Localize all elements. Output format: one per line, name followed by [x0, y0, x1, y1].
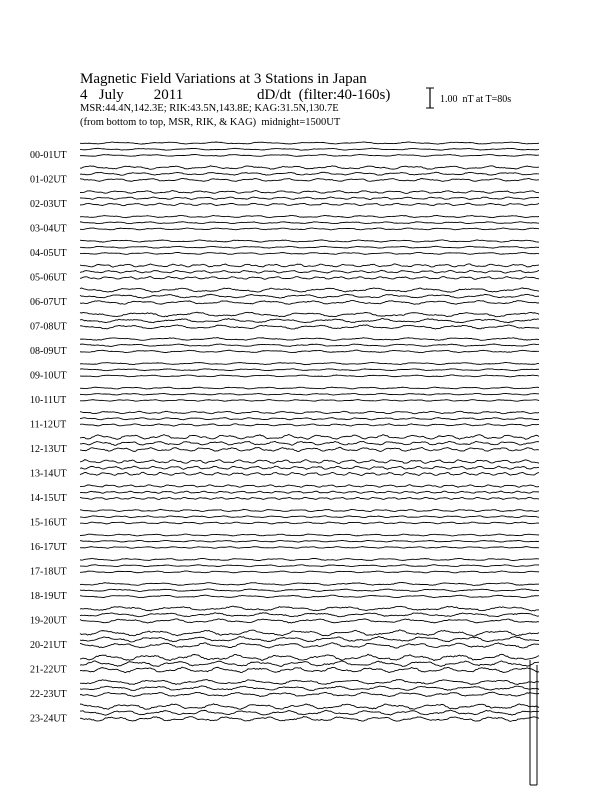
trace-kag	[80, 534, 539, 536]
hour-row-label: 08-09UT	[30, 346, 67, 357]
trace-kag	[80, 142, 539, 144]
trace-rik	[80, 418, 539, 420]
trace-rik	[80, 613, 539, 617]
trace-msr	[80, 300, 539, 304]
trace-rik	[80, 637, 539, 642]
trace-rik	[80, 197, 539, 200]
hour-row-label: 13-14UT	[30, 468, 67, 480]
chart-title: Magnetic Field Variations at 3 Stations in Japan	[80, 71, 367, 87]
trace-msr	[80, 595, 539, 597]
trace-msr	[80, 667, 539, 672]
trace-rik	[80, 710, 539, 715]
trace-rik	[80, 148, 539, 150]
hour-row-label: 06-07UT	[30, 297, 67, 308]
trace-msr	[80, 178, 539, 181]
trace-msr	[80, 203, 539, 206]
hour-row-label: 19-20UT	[30, 615, 67, 627]
hour-row-label: 20-21UT	[30, 640, 67, 651]
trace-kag	[80, 485, 539, 487]
hour-row-label: 05-06UT	[30, 272, 67, 284]
hour-row-label: 12-13UT	[30, 444, 67, 455]
trace-rik	[80, 491, 539, 493]
trace-msr	[80, 643, 539, 648]
trace-msr	[80, 375, 539, 377]
trace-rik	[80, 222, 539, 224]
trace-msr	[80, 350, 539, 353]
hour-row-label: 11-12UT	[30, 419, 67, 431]
trace-kag	[80, 338, 539, 341]
hour-row-label: 23-24UT	[30, 713, 67, 725]
trace-msr	[80, 571, 539, 573]
trace-msr	[80, 252, 539, 254]
trace-kag	[80, 387, 539, 389]
trace-rik	[80, 441, 539, 445]
trace-kag	[80, 264, 539, 267]
hour-row-label: 01-02UT	[30, 174, 67, 186]
hour-row-label: 21-22UT	[30, 664, 67, 676]
hour-row-label: 09-10UT	[30, 370, 67, 382]
hour-row-label: 07-08UT	[30, 321, 67, 333]
trace-kag	[80, 583, 539, 586]
hour-row-label: 18-19UT	[30, 591, 67, 602]
trace-rik	[80, 344, 539, 346]
trace-kag	[80, 288, 539, 292]
trace-kag	[80, 166, 539, 170]
trace-rik	[80, 246, 539, 248]
trace-kag	[80, 630, 539, 636]
trace-kag	[80, 240, 539, 242]
trace-kag	[80, 509, 539, 511]
station-coordinates: MSR:44.4N,142.3E; RIK:43.5N,143.8E; KAG:31.5N,130.7E	[80, 103, 339, 114]
trace-msr	[80, 619, 539, 623]
trace-rik	[80, 393, 539, 395]
trace-msr	[80, 472, 539, 475]
trace-kag	[80, 411, 539, 414]
hour-row-label: 17-18UT	[30, 566, 67, 578]
trace-msr	[80, 692, 539, 696]
trace-rik	[80, 294, 539, 298]
hour-row-label: 10-11UT	[30, 395, 67, 406]
trace-msr	[80, 325, 539, 329]
trace-msr	[80, 228, 539, 230]
trace-rik	[80, 661, 539, 667]
trace-kag	[80, 362, 539, 364]
trace-msr	[80, 277, 539, 280]
trace-msr	[80, 154, 539, 156]
trace-kag	[80, 606, 539, 611]
trace-rik	[80, 466, 539, 469]
trace-rik	[80, 270, 539, 273]
trace-msr	[80, 424, 539, 426]
trace-kag	[80, 191, 539, 194]
chart-filter: dD/dt (filter:40-160s)	[257, 87, 391, 103]
chart-date: 4 July 2011	[80, 87, 184, 103]
scale-bar-label: 1.00 nT at T=80s	[440, 94, 512, 105]
station-order-note: (from bottom to top, MSR, RIK, & KAG) midnight=1500UT	[80, 117, 341, 128]
hour-row-label: 02-03UT	[30, 199, 67, 210]
trace-kag	[80, 215, 539, 217]
trace-kag	[80, 460, 539, 464]
trace-rik	[80, 565, 539, 567]
trace-kag	[80, 312, 539, 317]
trace-rik	[80, 369, 539, 371]
hour-row-label: 22-23UT	[30, 689, 67, 700]
trace-rik	[80, 686, 539, 691]
trace-kag	[80, 680, 539, 685]
hour-row-label: 00-01UT	[30, 150, 67, 161]
trace-kag	[80, 558, 539, 560]
trace-msr	[80, 522, 539, 524]
hour-row-label: 03-04UT	[30, 223, 67, 235]
hour-row-label: 14-15UT	[30, 493, 67, 504]
hour-row-label: 16-17UT	[30, 542, 67, 553]
trace-rik	[80, 540, 539, 542]
trace-kag	[80, 435, 539, 440]
trace-msr	[80, 547, 539, 549]
trace-msr	[80, 400, 539, 402]
trace-msr	[80, 717, 539, 722]
trace-kag	[80, 704, 539, 709]
trace-rik	[80, 172, 539, 175]
trace-msr	[80, 447, 539, 451]
hour-row-label: 15-16UT	[30, 517, 67, 529]
trace-rik	[80, 516, 539, 518]
trace-rik	[80, 589, 539, 591]
trace-kag	[80, 654, 539, 660]
trace-msr	[80, 497, 539, 499]
trace-rik	[80, 319, 539, 323]
hour-row-label: 04-05UT	[30, 248, 67, 259]
